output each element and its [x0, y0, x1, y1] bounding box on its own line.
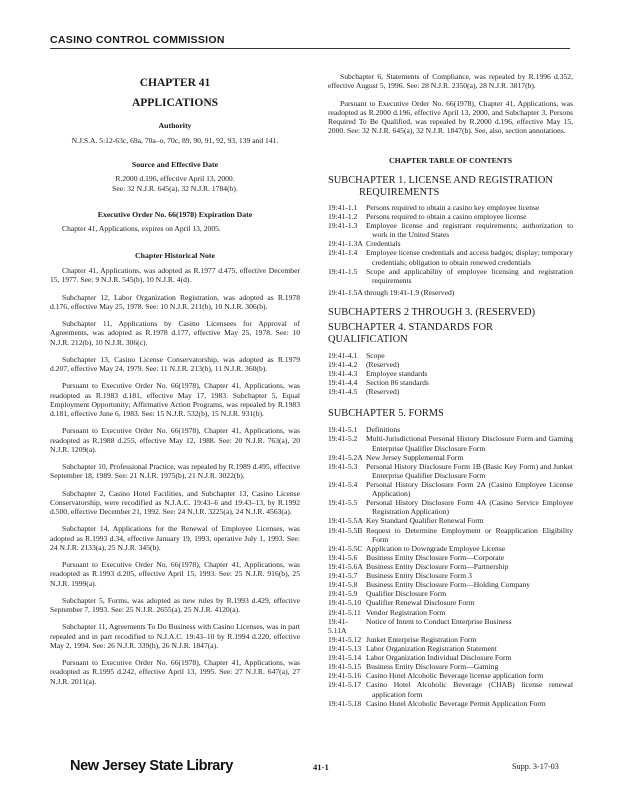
authority-heading: Authority — [158, 121, 192, 131]
toc-entry — [328, 662, 573, 671]
section-number: 19:41-5.6A — [328, 562, 363, 571]
section-number: 19:41-5.5 — [328, 498, 358, 508]
section-number: 19:41-4.2 — [328, 359, 358, 369]
section-number: 19:41-5.9 — [328, 589, 358, 599]
section-title: Business Entity Disclosure Form—Gaming — [366, 662, 499, 672]
source-heading: Source and Effective Date — [131, 159, 219, 169]
expiration-heading: Executive Order No. 66(1978) Expiration Date — [97, 209, 253, 219]
running-head: CASINO CONTROL COMMISSION — [50, 34, 225, 46]
section-number: 19:41-1.3A — [328, 239, 363, 249]
section-number: 19:41-1.4 — [328, 248, 358, 258]
section-title: New Jersey Supplemental Form — [366, 452, 464, 462]
subchapter-4-list — [328, 351, 573, 397]
section-number: 19:41-5.12 — [328, 634, 362, 644]
section-title: Application to Downgrade Employee License — [366, 543, 506, 553]
section-title: Business Entity Disclosure Form—Corporate — [366, 552, 505, 562]
section-title: Section 86 standards — [366, 378, 429, 388]
source-line: See: 32 N.J.R. 645(a), 32 N.J.R. 1784(b). — [112, 183, 238, 193]
section-number: 19:41-5.1 — [328, 425, 358, 435]
section-title: Personal History Disclosure Form 1B (Basic Key Form) and Junket Enterprise Qualifier Disclosure Form — [366, 461, 573, 480]
toc-entry — [328, 544, 573, 553]
history-paragraph: Subchapter 12, Labor Organization Registration, was adopted as R.1978 d.176, effective May 25, 1978. See: 10 N.J.R. 211(b), 10 N.J.R. 306(b). — [50, 292, 300, 311]
history-paragraph: Pursuant to Executive Order No. 66(1978), Chapter 41, Applications, was readopted as R.1988 d.255, effective May 12, 1988. See: 20 N.J.R. 763(a), 20 N.J.R. 1209(a). — [50, 426, 300, 454]
toc-entry — [328, 680, 573, 698]
section-title: Request to Determine Employment or Reapplication Eligibility Form — [366, 525, 573, 544]
toc-entry — [328, 598, 573, 607]
expiration-text: Chapter 41, Applications, expires on April 13, 2005. — [62, 224, 221, 234]
section-title: Employee license credentials and access badges; display; temporary credentials; obligation to obtain renewed credentials — [366, 248, 573, 267]
right-column — [328, 62, 573, 708]
toc-entry — [328, 425, 573, 434]
toc-entry — [328, 589, 573, 598]
toc-entry — [328, 580, 573, 589]
section-number: 19:41-1.1 — [328, 202, 358, 212]
section-title: Business Entity Disclosure Form—Holding Company — [366, 580, 531, 590]
section-number: 19:41-5.11 — [328, 607, 361, 617]
section-number: 19:41-5.13 — [328, 643, 362, 653]
section-number: 19:41-5.3 — [328, 461, 358, 471]
section-title: Vendor Registration Form — [366, 607, 446, 617]
section-number: 19:41-4.1 — [328, 350, 358, 360]
toc-entry — [328, 608, 573, 617]
section-number: 19:41-1.2 — [328, 212, 358, 222]
toc-entry-reserved-range — [328, 288, 573, 297]
section-title: Employee standards — [366, 369, 428, 379]
section-title: Notice of Intent to Conduct Enterprise Business — [366, 616, 512, 626]
toc-entry — [328, 480, 573, 498]
section-number: 19:41-5.17 — [328, 680, 362, 690]
toc-entry — [328, 221, 573, 239]
section-title: 19:41-1.5A through 19:41-1.9 (Reserved) — [328, 287, 455, 297]
toc-entry — [328, 635, 573, 644]
section-title: Casino Hotel Alcoholic Beverage Permit Application Form — [366, 698, 546, 708]
section-title: Business Entity Disclosure Form—Partnership — [366, 562, 509, 571]
subchapter-5-heading: SUBCHAPTER 5. FORMS — [328, 408, 444, 420]
toc-entry — [328, 653, 573, 662]
section-title: Persons required to obtain a casino employee license — [366, 212, 527, 222]
section-title: (Reserved) — [366, 359, 400, 369]
toc-entry — [328, 212, 573, 221]
page-number: 41-1 — [313, 762, 329, 772]
subchapter-1-heading — [328, 175, 573, 199]
section-number: 19:41-4.3 — [328, 369, 358, 379]
library-logo: New Jersey State Library — [70, 758, 233, 774]
section-number: 19:41-5.18 — [328, 698, 362, 708]
section-title: Scope and applicability of employee licensing and registration requirements — [366, 266, 573, 285]
section-title: Qualifier Renewal Disclosure Form — [366, 598, 475, 608]
section-number: 19:41-5.6 — [328, 552, 358, 562]
section-title: Persons required to obtain a casino key employee license — [366, 202, 540, 212]
toc-entry — [328, 617, 573, 635]
section-title: Casino Hotel Alcoholic Beverage (CHAB) license renewal application form — [366, 680, 573, 699]
toc-entry — [328, 562, 573, 571]
section-number: 19:41-5.11A — [328, 616, 348, 635]
toc-entry — [328, 453, 573, 462]
section-number: 19:41-5.10 — [328, 598, 362, 608]
section-number: 19:41-5.4 — [328, 480, 358, 490]
subchapter-4-heading: SUBCHAPTER 4. STANDARDS FOR QUALIFICATION — [328, 321, 493, 345]
toc-entry — [328, 516, 573, 525]
section-number: 19:41-4.4 — [328, 378, 358, 388]
section-number: 19:41-5.15 — [328, 662, 362, 672]
history-paragraph: Pursuant to Executive Order No. 66(1978), Chapter 41, Applications, was readopted as R.1995 d.242, effective April 13, 1995. See: 27 N.J.R. 647(a), 27 N.J.R. 2011(a). — [50, 658, 300, 686]
source-line: R.2000 d.196, effective April 13, 2000. — [115, 174, 235, 184]
history-paragraph: Pursuant to Executive Order No. 66(1978), Chapter 41, Applications, was readopted as R.1983 d.181, effective May 17, 1983. Subchapter 5, Equal Employment Opportunity; Affirmative Action Programs, was repealed by R.1983 d.181, effective June 6, 1983. See: 15 N.J.R. 532(b), 15 N.J.R. 931(b). — [50, 381, 300, 419]
section-title: Credentials — [366, 239, 401, 249]
section-number: 19:41-5.14 — [328, 653, 362, 663]
header-rule — [50, 48, 570, 49]
history-paragraph: Subchapter 5, Forms, was adopted as new rules by R.1993 d.429, effective September 7, 1993. See: 25 N.J.R. 2655(a), 25 N.J.R. 4120(a). — [50, 595, 300, 615]
section-number: 19:41-5.5B — [328, 525, 363, 535]
toc-entry — [328, 387, 573, 396]
toc-entry — [328, 351, 573, 360]
section-title: Employee license and registrant requirements; authorization to work in the United States — [366, 221, 573, 240]
history-paragraph: Subchapter 13, Casino License Conservatorship, was adopted as R.1979 d.207, effective May 24, 1979. See: 11 N.J.R. 213(b), 11 N.J.R. 360(b). — [50, 354, 300, 374]
subchapter-1-heading-line: SUBCHAPTER 1. LICENSE AND REGISTRATION — [328, 175, 553, 186]
section-number: 19:41-5.16 — [328, 671, 362, 681]
toc-heading: CHAPTER TABLE OF CONTENTS — [388, 155, 513, 165]
section-title: Personal History Disclosure Form 2A (Casino Employee License Application) — [366, 480, 573, 499]
section-number: 19:41-4.5 — [328, 387, 358, 397]
toc-entry — [328, 462, 573, 480]
section-number: 19:41-5.5A — [328, 516, 363, 526]
history-paragraph: Subchapter 11, Applications by Casino Licensees for Approval of Agreements, was adopted as R.1978 d.177, effective May 25, 1978. See: 10 N.J.R. 212(b), 10 N.J.R. 306(c). — [50, 319, 300, 347]
section-title: Business Entity Disclosure Form 3 — [366, 571, 472, 581]
section-title: Casino Hotel Alcoholic Beverage license application form — [366, 671, 544, 681]
section-number: 19:41-5.2 — [328, 434, 358, 444]
toc-entry — [328, 248, 573, 266]
toc-entry — [328, 498, 573, 516]
subchapter-1-list — [328, 203, 573, 297]
history-paragraph: Subchapter 11, Agreements To Do Business with Casino Licenses, was in part repealed and in part recodified to N.J.A.C. 19:43–10 by R.1994 d.220, effective May 2, 1994. See: 26 N.J.R. 339(b), 26 N.J.R. 1847(a). — [50, 622, 300, 650]
supplement-date: Supp. 3-17-03 — [512, 762, 559, 771]
subchapter-5-list — [328, 425, 573, 707]
subchapter-1-heading-line: REQUIREMENTS — [359, 186, 440, 198]
section-title: Definitions — [366, 425, 401, 435]
section-number: 19:41-5.7 — [328, 571, 358, 581]
toc-entry — [328, 526, 573, 544]
history-paragraph: Subchapter 10, Professional Practice, was repealed by R.1989 d.495, effective September 18, 1989. See: 21 N.J.R. 1975(b), 21 N.J.R. 3022(b). — [50, 462, 300, 481]
section-title: Qualifier Disclosure Form — [366, 589, 447, 599]
history-paragraph: Chapter 41, Applications, was adopted as R.1977 d.475, effective December 15, 1977. See: 9 N.J.R. 545(b), 10 N.J.R. 4(d). — [50, 266, 300, 285]
intro-paragraph: Subchapter 6, Statements of Compliance, was repealed by R.1996 d.352, effective August 5, 1996. See: 28 N.J.R. 2350(a), 28 N.J.R. 3817(b). — [328, 72, 573, 91]
section-title: (Reserved) — [366, 387, 400, 397]
toc-entry — [328, 267, 573, 285]
chapter-title: APPLICATIONS — [131, 97, 219, 110]
section-title: Labor Organization Individual Disclosure Form — [366, 653, 512, 663]
section-title: Scope — [366, 350, 385, 360]
toc-entry — [328, 699, 573, 708]
historical-note-heading: Chapter Historical Note — [135, 250, 215, 260]
section-number: 19:41-5.2A — [328, 452, 363, 462]
authority-text: N.J.S.A. 5:12-63c, 69a, 70a–o, 70c, 89, 90, 91, 92, 93, 139 and 141. — [71, 135, 279, 145]
toc-entry — [328, 360, 573, 369]
toc-entry — [328, 671, 573, 680]
section-title: Personal History Disclosure Form 4A (Casino Service Employee Registration Application) — [366, 498, 573, 517]
history-paragraph: Pursuant to Executive Order No. 66(1978), Chapter 41, Applications, was readopted as R.1993 d.205, effective April 15, 1993. See: 25 N.J.R. 916(b), 25 N.J.R. 1999(a). — [50, 560, 300, 588]
section-title: Key Standard Qualifier Renewal Form — [366, 516, 484, 526]
toc-entry — [328, 369, 573, 378]
toc-entry — [328, 571, 573, 580]
history-paragraph: Subchapter 2, Casino Hotel Facilities, and Subchapter 13, Casino License Conservatorship, were recodified as N.J.A.C. 19:43–6 and 19:43–13, by R.1992 d.500, effective December 21, 1992. See: 24 N.J.R. 3225(a), 24 N.J.R. 4563(a). — [50, 488, 300, 517]
section-number: 19:41-1.3 — [328, 221, 358, 231]
section-title: Labor Organization Registration Statement — [366, 643, 497, 653]
toc-entry — [328, 434, 573, 452]
intro-paragraph: Pursuant to Executive Order No. 66(1978), Chapter 41, Applications, was readopted as R.2000 d.196, effective April 13, 2000, and Subchapter 3, Persons Required To Be Qualified, was repealed by R.2000 d.196, effective May 15, 2000. See: 32 N.J.R. 645(a), 32 N.J.R. 1847(b). See, also, section annotations. — [328, 98, 573, 136]
toc-entry — [328, 378, 573, 387]
section-number: 19:41-5.5C — [328, 543, 363, 553]
section-title: Junket Enterprise Registration Form — [366, 634, 477, 644]
toc-entry — [328, 644, 573, 653]
history-paragraph: Subchapter 14, Applications for the Renewal of Employee Licenses, was adopted as R.1993 d.34, effective January 19, 1993, operative July 1, 1993. See: 24 N.J.R. 2133(a), 25 N.J.R. 345(b). — [50, 524, 300, 552]
toc-entry — [328, 203, 573, 212]
section-number: 19:41-5.8 — [328, 580, 358, 590]
left-column — [50, 62, 300, 686]
section-title: Multi-Jurisdictional Personal History Disclosure Form and Gaming Enterprise Qualifier Disclosure Form — [366, 434, 573, 453]
chapter-number: CHAPTER 41 — [139, 77, 211, 89]
section-number: 19:41-1.5 — [328, 266, 358, 276]
toc-entry — [328, 553, 573, 562]
subchapters-2-3-heading: SUBCHAPTERS 2 THROUGH 3. (RESERVED) — [328, 307, 536, 318]
toc-entry — [328, 239, 573, 248]
